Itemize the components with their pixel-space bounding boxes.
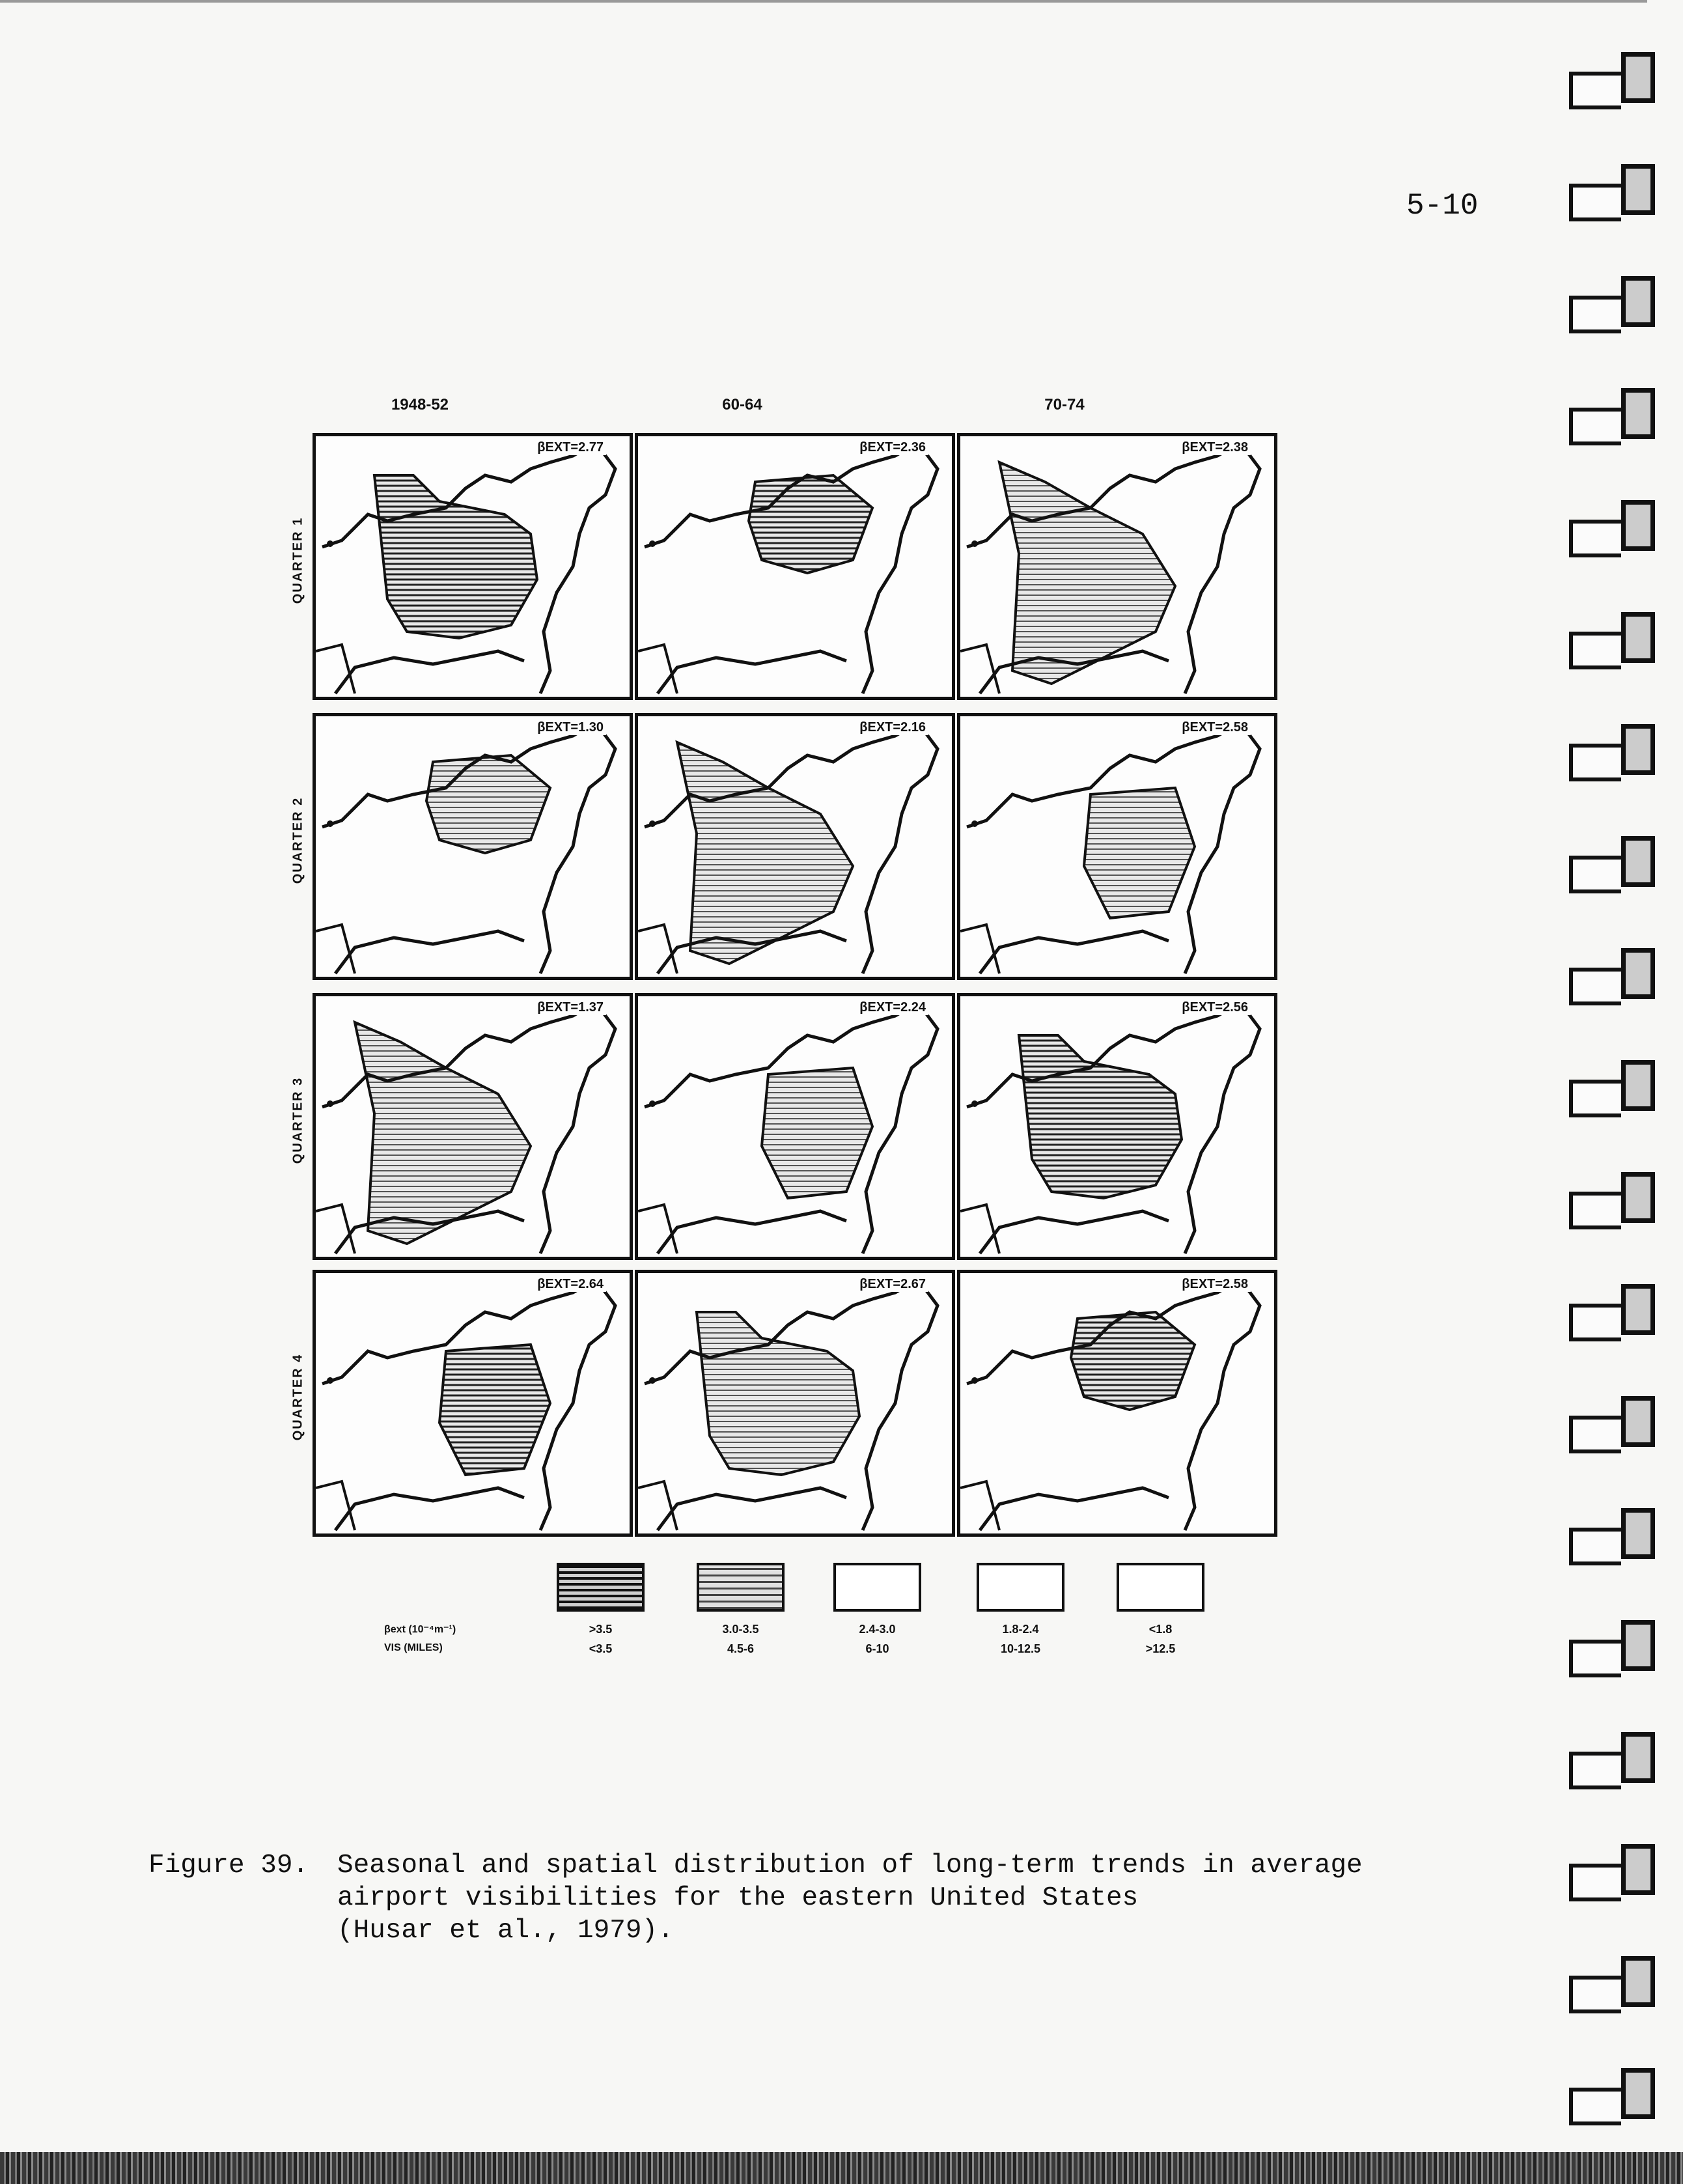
caption-text [337,1849,1405,1947]
gulf-coast [658,1211,846,1253]
bext-value: βEXT=2.36 [857,440,928,455]
binding-ring [1621,1620,1655,1671]
binding-hook [1569,1192,1621,1229]
bext-value: βEXT=2.16 [857,720,928,735]
border-line [316,645,355,693]
map-drawing [960,716,1274,977]
gulf-coast [335,931,524,973]
binding-hook [1569,1528,1621,1565]
binding-hook [1569,408,1621,445]
station-dot [649,820,656,827]
binding-ring [1621,52,1655,103]
border-line [638,1481,677,1530]
caption-line: airport visibilities for the eastern United States [337,1883,1139,1913]
binding-hook [1569,1304,1621,1341]
figure-39-map-grid [273,391,1276,1667]
legend-vis-value: <3.5 [589,1642,613,1655]
row-label-quarter-4: QUARTER 4 [290,1353,305,1440]
pollution-zone [762,1068,872,1198]
binding-ring [1621,1956,1655,2007]
legend-vis-value: 10-12.5 [1000,1642,1041,1655]
map-panel [957,713,1277,980]
binding-ring [1621,1396,1655,1447]
map-panel [635,713,955,980]
map-drawing [638,1273,952,1533]
station-dot [971,1377,978,1384]
map-drawing [316,436,630,697]
bext-value: βEXT=2.67 [857,1277,928,1292]
scan-bottom-edge [0,2152,1683,2184]
binding-ring [1621,500,1655,551]
bext-value: βEXT=2.77 [535,440,606,455]
gulf-coast [980,1488,1169,1530]
map-panel [635,1270,955,1537]
pollution-zone [355,1022,531,1244]
map-drawing [960,436,1274,697]
row-label-quarter-3: QUARTER 3 [290,1076,305,1164]
border-line [316,1481,355,1530]
legend-swatch-none-1 [977,1563,1064,1612]
binding-ring [1621,836,1655,887]
legend-vis-value: >12.5 [1145,1642,1176,1655]
pollution-zone [677,742,853,964]
gulf-coast [335,651,524,693]
binding-ring [1621,948,1655,999]
border-line [316,1205,355,1253]
binding-ring [1621,2068,1655,2119]
pollution-zone [749,475,872,573]
station-dot [327,1377,333,1384]
binding-hook [1569,1640,1621,1677]
legend-bext-value: 1.8-2.4 [1002,1623,1039,1636]
binding-ring [1621,164,1655,215]
binding-hook [1569,1752,1621,1789]
legend-bext-value: 3.0-3.5 [722,1623,759,1636]
map-panel [635,433,955,700]
binding-hook [1569,1080,1621,1117]
bext-value: βEXT=1.37 [535,1000,606,1015]
legend-bext-value: 2.4-3.0 [859,1623,896,1636]
legend-swatch-dense-hatch [557,1563,645,1612]
pollution-zone [999,462,1175,684]
pollution-zone [1084,788,1195,918]
binding-hook [1569,632,1621,669]
caption-line: (Husar et al., 1979). [337,1916,674,1946]
station-dot [971,540,978,547]
station-dot [971,1100,978,1107]
legend-vis-value: 6-10 [865,1642,889,1655]
border-line [638,1205,677,1253]
legend-swatch-light [833,1563,921,1612]
map-panel [313,713,633,980]
station-dot [971,820,978,827]
legend [384,1563,1231,1680]
bext-value: βEXT=2.24 [857,1000,928,1015]
gulf-coast [658,1488,846,1530]
map-drawing [638,996,952,1257]
border-line [316,925,355,973]
binding-ring [1621,1508,1655,1559]
map-drawing [638,436,952,697]
border-line [960,1481,999,1530]
row-label-quarter-1: QUARTER 1 [290,516,305,604]
map-drawing [960,996,1274,1257]
legend-swatch-hatch [697,1563,785,1612]
border-line [960,645,999,693]
legend-bext-label: βext (10⁻⁴m⁻¹) [384,1624,456,1635]
map-drawing [960,1273,1274,1533]
binding-hook [1569,296,1621,333]
binding-ring [1621,1060,1655,1111]
station-dot [649,1377,656,1384]
bext-value: βEXT=2.58 [1179,720,1251,735]
map-panel [313,433,633,700]
column-header-60-64: 60-64 [722,396,762,413]
binding-hook [1569,856,1621,893]
legend-bext-value: <1.8 [1148,1623,1173,1636]
column-header-1948-52: 1948-52 [391,396,449,413]
pollution-zone [439,1345,550,1475]
bext-value: βEXT=2.38 [1179,440,1251,455]
border-line [638,925,677,973]
map-panel [313,1270,633,1537]
gulf-coast [335,1488,524,1530]
legend-vis-value: 4.5-6 [727,1642,755,1655]
binding-ring [1621,724,1655,775]
station-dot [327,1100,333,1107]
binding-ring [1621,1844,1655,1895]
station-dot [649,1100,656,1107]
map-panel [313,993,633,1260]
map-drawing [316,1273,630,1533]
gulf-coast [658,651,846,693]
map-drawing [638,716,952,977]
gulf-coast [980,1211,1169,1253]
station-dot [327,540,333,547]
bext-value: βEXT=2.56 [1179,1000,1251,1015]
binding-ring [1621,1172,1655,1223]
legend-vis-label: VIS (MILES) [384,1642,443,1653]
caption-line: Seasonal and spatial distribution of long-term trends in average [337,1851,1363,1881]
pollution-zone [1071,1312,1195,1410]
bext-value: βEXT=1.30 [535,720,606,735]
map-panel [957,1270,1277,1537]
binding-ring [1621,1732,1655,1783]
binding-hook [1569,1864,1621,1901]
binding-hook [1569,520,1621,557]
scan-top-edge [0,0,1647,3]
binding-ring [1621,276,1655,327]
map-drawing [316,996,630,1257]
legend-bext-value: >3.5 [589,1623,613,1636]
station-dot [649,540,656,547]
binding-hook [1569,1416,1621,1453]
binding-hook [1569,72,1621,109]
page-number: 5-10 [1406,189,1479,223]
binding-ring [1621,1284,1655,1335]
border-line [638,645,677,693]
bext-value: βEXT=2.64 [535,1277,606,1292]
station-dot [327,820,333,827]
map-panel [635,993,955,1260]
binding-hook [1569,968,1621,1005]
map-drawing [316,716,630,977]
map-panel [957,993,1277,1260]
border-line [960,1205,999,1253]
map-panel [957,433,1277,700]
pollution-zone [426,755,550,853]
border-line [960,925,999,973]
bext-value: βEXT=2.58 [1179,1277,1251,1292]
legend-swatch-none-2 [1117,1563,1204,1612]
binding-hook [1569,1976,1621,2013]
column-header-70-74: 70-74 [1044,396,1085,413]
binding-hook [1569,184,1621,221]
row-label-quarter-2: QUARTER 2 [290,796,305,884]
binding-ring [1621,612,1655,663]
binding-ring [1621,388,1655,439]
binding-hook [1569,2088,1621,2125]
binding-hook [1569,744,1621,781]
gulf-coast [980,931,1169,973]
caption-label: Figure 39. [148,1851,309,1881]
